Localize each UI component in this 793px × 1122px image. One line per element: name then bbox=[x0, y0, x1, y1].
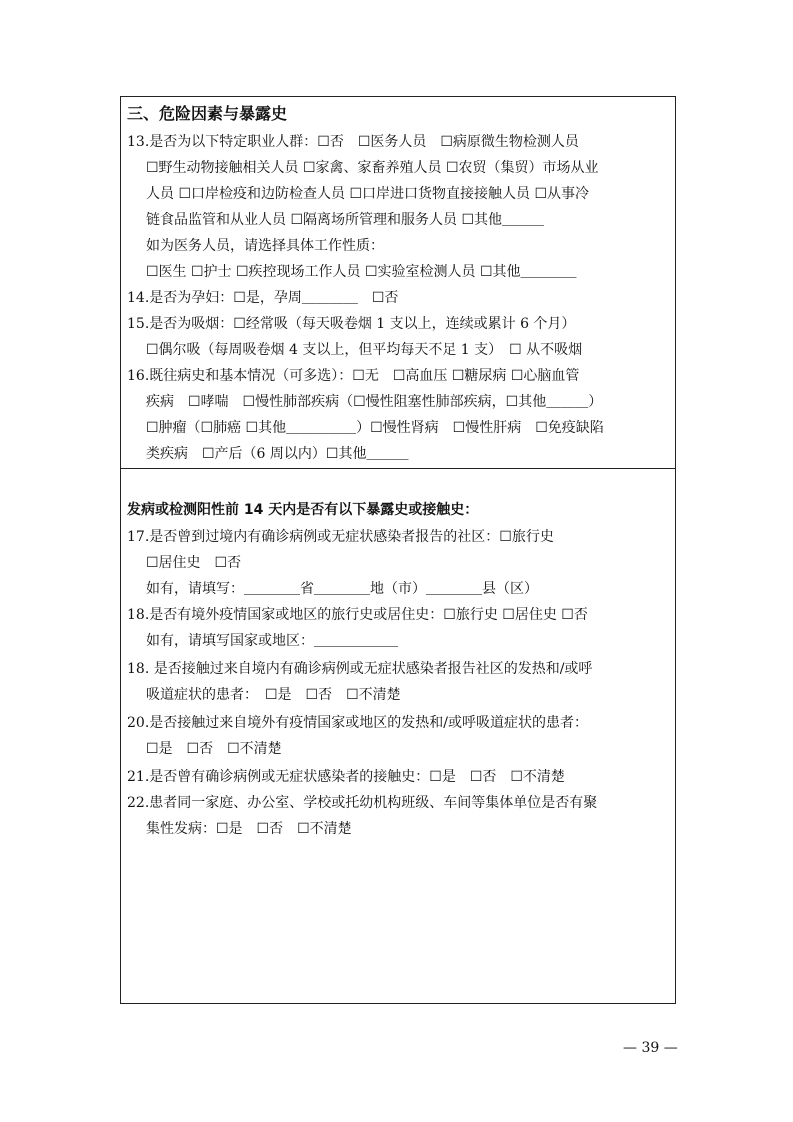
q18b-line2: 吸道症状的患者： ☐是 ☐否 ☐不清楚 bbox=[146, 687, 401, 703]
q17-line3: 如有，请填写：＿＿＿＿省＿＿＿＿地（市）＿＿＿＿县（区） bbox=[146, 581, 538, 597]
q22-line1: 22.患者同一家庭、办公室、学校或托幼机构班级、车间等集体单位是否有聚 bbox=[127, 795, 598, 811]
exposure-title: 发病或检测阳性前 14 天内是否有以下暴露史或接触史： bbox=[127, 502, 479, 518]
q14-line1: 14.是否为孕妇：☐是，孕周＿＿＿＿ ☐否 bbox=[127, 290, 399, 306]
q18a-line2: 如有，请填写国家或地区：＿＿＿＿＿＿ bbox=[146, 633, 398, 649]
q13-line6: ☐医生 ☐护士 ☐疾控现场工作人员 ☐实验室检测人员 ☐其他＿＿＿＿ bbox=[146, 264, 577, 280]
q18b-line1: 18. 是否接触过来自境内有确诊病例或无症状感染者报告社区的发热和/或呼 bbox=[127, 661, 593, 677]
q15-line1: 15.是否为吸烟：☐经常吸（每天吸卷烟 1 支以上，连续或累计 6 个月） bbox=[127, 316, 576, 332]
q15-line2: ☐偶尔吸（每周吸卷烟 4 支以上，但平均每天不足 1 支） ☐ 从不吸烟 bbox=[146, 342, 583, 358]
q17-line2: ☐居住史 ☐否 bbox=[146, 555, 242, 571]
q20-line2: ☐是 ☐否 ☐不清楚 bbox=[146, 741, 282, 757]
q16-line2: 疾病 ☐哮喘 ☐慢性肺部疾病（☐慢性阻塞性肺部疾病，☐其他＿＿＿） bbox=[146, 394, 603, 410]
q16-line4: 类疾病 ☐产后（6 周以内）☐其他＿＿＿ bbox=[146, 446, 409, 462]
page-number: — 39 — bbox=[623, 1040, 678, 1056]
form-table bbox=[120, 96, 676, 1004]
section-title: 三、危险因素与暴露史 bbox=[127, 104, 288, 123]
q21-line1: 21.是否曾有确诊病例或无症状感染者的接触史：☐是 ☐否 ☐不清楚 bbox=[127, 769, 565, 785]
q18a-line1: 18.是否有境外疫情国家或地区的旅行史或居住史：☐旅行史 ☐居住史 ☐否 bbox=[127, 607, 588, 623]
q20-line1: 20.是否接触过来自境外有疫情国家或地区的发热和/或呼吸道症状的患者： bbox=[127, 715, 588, 731]
q16-line1: 16.既往病史和基本情况（可多选）：☐无 ☐高血压 ☐糖尿病 ☐心脑血管 bbox=[127, 368, 580, 384]
q13-line5: 如为医务人员，请选择具体工作性质： bbox=[146, 238, 384, 254]
q13-line4: 链食品监管和从业人员 ☐隔离场所管理和服务人员 ☐其他＿＿＿ bbox=[146, 212, 545, 228]
q17-line1: 17.是否曾到过境内有确诊病例或无症状感染者报告的社区：☐旅行史 bbox=[127, 529, 554, 545]
q16-line3: ☐肿瘤（☐肺癌 ☐其他＿＿＿＿＿）☐慢性肾病 ☐慢性肝病 ☐免疫缺陷 bbox=[146, 420, 604, 436]
q22-line2: 集性发病：☐是 ☐否 ☐不清楚 bbox=[146, 821, 352, 837]
q13-line2: ☐野生动物接触相关人员 ☐家禽、家畜养殖人员 ☐农贸（集贸）市场从业 bbox=[146, 160, 599, 176]
q13-line3: 人员 ☐口岸检疫和边防检查人员 ☐口岸进口货物直接接触人员 ☐从事冷 bbox=[146, 186, 590, 202]
q13-line1: 13.是否为以下特定职业人群：☐否 ☐医务人员 ☐病原微生物检测人员 bbox=[127, 134, 579, 150]
section-divider bbox=[121, 468, 675, 469]
